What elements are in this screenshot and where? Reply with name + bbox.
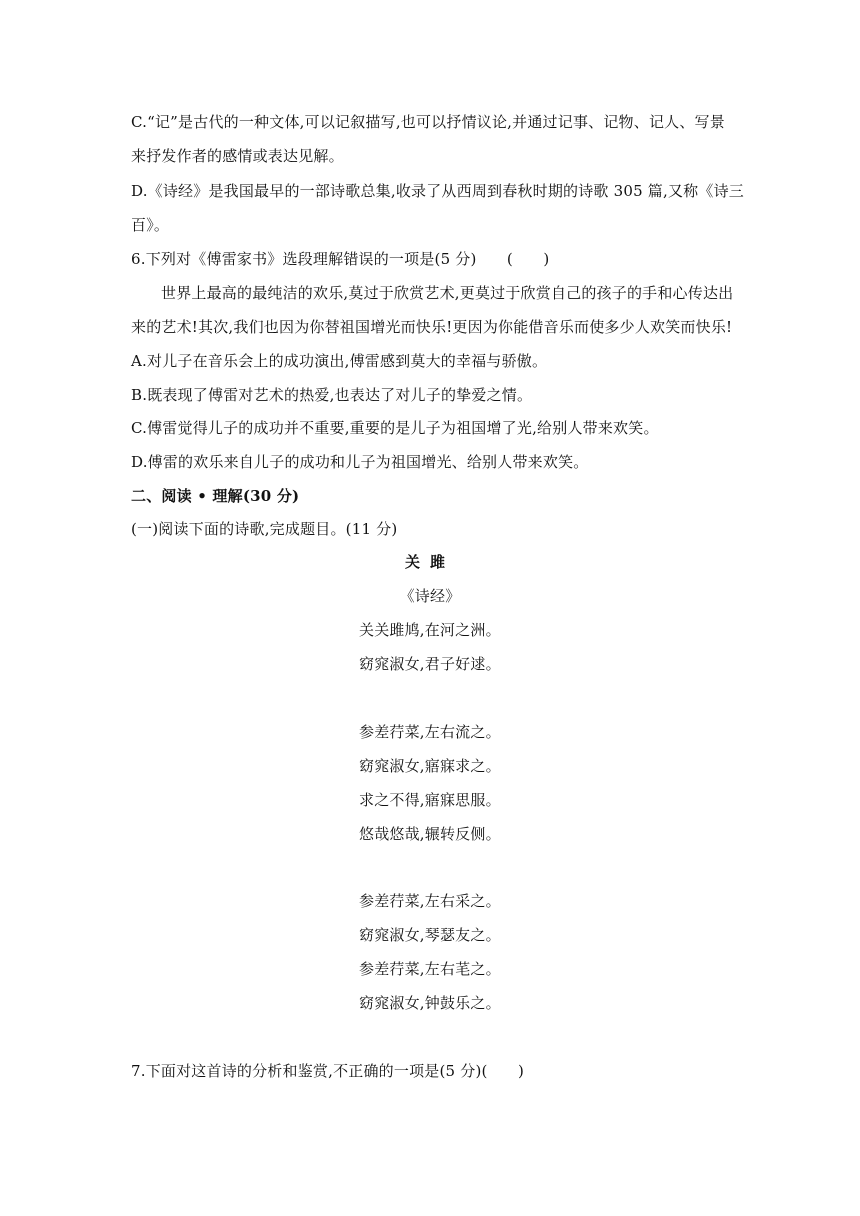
option-d-line-2: 百》。 xyxy=(131,216,170,234)
poem-line: 窈窕淑女,钟鼓乐之。 xyxy=(359,994,501,1012)
poem-line: 求之不得,寤寐思服。 xyxy=(359,791,501,809)
question-7: 7.下面对这首诗的分析和鉴赏,不正确的一项是(5 分)( ) xyxy=(131,1062,525,1080)
option-c-line-1: C.“记”是古代的一种文体,可以记叙描写,也可以抒情议论,并通过记事、记物、记人、写景 xyxy=(131,113,725,131)
option-d-line-1: D.《诗经》是我国最早的一部诗歌总集,收录了从西周到春秋时期的诗歌 305 篇,又称《诗三 xyxy=(131,182,744,200)
answer-option-d: D.傅雷的欢乐来自儿子的成功和儿子为祖国增光、给别人带来欢笑。 xyxy=(131,453,589,471)
poem-line: 参差荇菜,左右芼之。 xyxy=(359,960,501,978)
question-6: 6.下列对《傅雷家书》选段理解错误的一项是(5 分) ( ) xyxy=(131,250,550,268)
poem-source: 《诗经》 xyxy=(399,587,461,605)
answer-option-a: A.对儿子在音乐会上的成功演出,傅雷感到莫大的幸福与骄傲。 xyxy=(131,352,548,370)
poem-title: 关雎 xyxy=(404,553,455,571)
poem-line: 窈窕淑女,君子好逑。 xyxy=(359,655,501,673)
passage-line-1: 世界上最高的最纯洁的欢乐,莫过于欣赏艺术,更莫过于欣赏自己的孩子的手和心传达出 xyxy=(161,284,734,302)
poem-line: 窈窕淑女,寤寐求之。 xyxy=(359,757,501,775)
answer-option-b: B.既表现了傅雷对艺术的热爱,也表达了对儿子的挚爱之情。 xyxy=(131,386,533,404)
poem-line: 参差荇菜,左右采之。 xyxy=(359,892,501,910)
poem-line: 关关雎鸠,在河之洲。 xyxy=(359,621,501,639)
poem-instructions: (一)阅读下面的诗歌,完成题目。(11 分) xyxy=(131,520,398,538)
passage-line-2: 来的艺术!其次,我们也因为你替祖国增光而快乐!更因为你能借音乐而使多少人欢笑而快乐! xyxy=(131,318,733,336)
poem-line: 参差荇菜,左右流之。 xyxy=(359,723,501,741)
section-heading: 二、阅读 • 理解(30 分) xyxy=(131,487,300,505)
answer-option-c: C.傅雷觉得儿子的成功并不重要,重要的是儿子为祖国增了光,给别人带来欢笑。 xyxy=(131,419,659,437)
option-c-line-2: 来抒发作者的感情或表达见解。 xyxy=(131,147,344,165)
poem-line: 窈窕淑女,琴瑟友之。 xyxy=(359,926,501,944)
poem-line: 悠哉悠哉,辗转反侧。 xyxy=(359,825,501,843)
